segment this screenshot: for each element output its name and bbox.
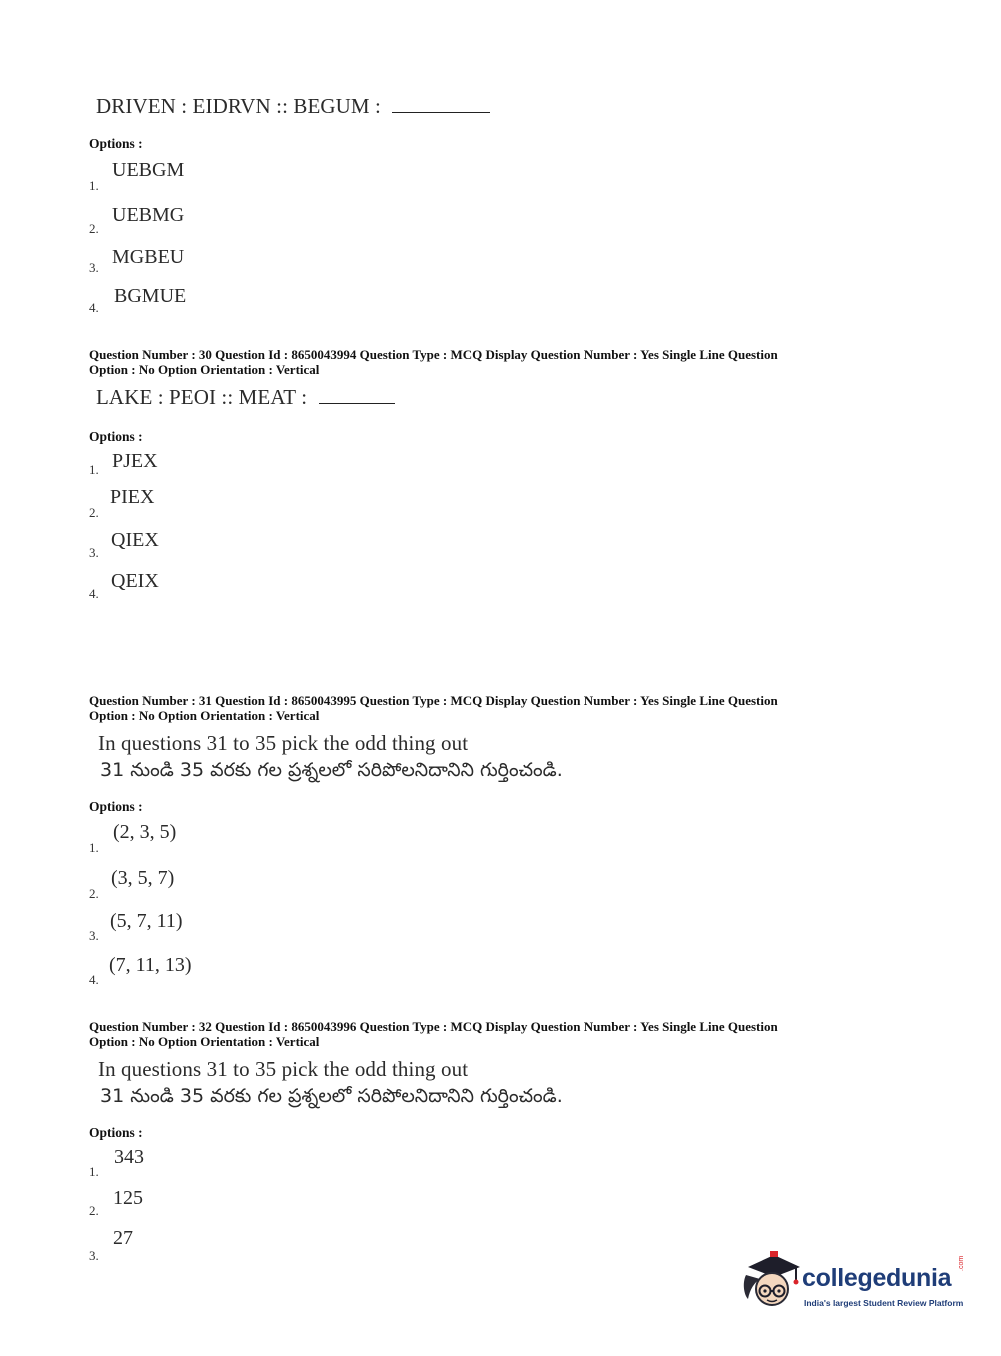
q31-option-1-text[interactable]: (2, 3, 5) — [113, 821, 177, 843]
q29-option-4-text[interactable]: BGMUE — [114, 285, 187, 307]
q30-stem — [96, 385, 395, 410]
q30-meta — [89, 348, 778, 377]
q32-stem-telugu: 31 నుండి 35 వరకు గల ప్రశ్నలలో సరిపోలనిదానిని గుర్తించండి. — [100, 1085, 563, 1107]
q29-stem — [96, 94, 490, 119]
q29-stem-text: DRIVEN : EIDRVN :: BEGUM : — [96, 94, 381, 118]
brand-name: collegedunia — [802, 1264, 952, 1292]
q31-option-4-text[interactable]: (7, 11, 13) — [109, 954, 192, 976]
q31-option-3-text[interactable]: (5, 7, 11) — [110, 910, 183, 932]
q31-stem-telugu: 31 నుండి 35 వరకు గల ప్రశ్నలలో సరిపోలనిదానిని గుర్తించండి. — [100, 759, 563, 781]
q30-option-2-number: 2. — [89, 505, 99, 520]
q32-meta-line-1: Question Number : 32 Question Id : 8650043996 Question Type : MCQ Display Question Number : Yes Single Line Question — [89, 1019, 778, 1034]
q31-option-4-number: 4. — [89, 972, 99, 987]
q29-option-3-number: 3. — [89, 260, 99, 275]
q31-stem-english: In questions 31 to 35 pick the odd thing out — [98, 731, 469, 755]
q30-option-1-number: 1. — [89, 462, 99, 477]
q32-option-2-number: 2. — [89, 1203, 99, 1218]
q31-options-label: Options : — [89, 799, 143, 814]
q29-option-1-text[interactable]: UEBGM — [112, 159, 185, 181]
q30-meta-line-1: Question Number : 30 Question Id : 8650043994 Question Type : MCQ Display Question Number : Yes Single Line Question — [89, 347, 778, 362]
q30-stem-text: LAKE : PEOI :: MEAT : — [96, 385, 308, 409]
q30-option-3-text[interactable]: QIEX — [111, 529, 159, 551]
q32-option-1-number: 1. — [89, 1164, 99, 1179]
student-mascot-icon — [740, 1249, 802, 1311]
q30-option-4-number: 4. — [89, 586, 99, 601]
q32-option-2-text[interactable]: 125 — [113, 1187, 143, 1209]
q29-option-1-number: 1. — [89, 178, 99, 193]
q31-option-2-text[interactable]: (3, 5, 7) — [111, 867, 175, 889]
q29-option-2-text[interactable]: UEBMG — [112, 204, 185, 226]
q32-option-3-number: 3. — [89, 1248, 99, 1263]
q31-option-3-number: 3. — [89, 928, 99, 943]
q31-option-1-number: 1. — [89, 840, 99, 855]
q31-meta-line-1: Question Number : 31 Question Id : 8650043995 Question Type : MCQ Display Question Number : Yes Single Line Question — [89, 693, 778, 708]
q32-option-3-text[interactable]: 27 — [113, 1227, 133, 1249]
q30-option-2-text[interactable]: PIEX — [110, 486, 155, 508]
q29-options-label: Options : — [89, 136, 143, 151]
q32-option-1-text[interactable]: 343 — [114, 1146, 144, 1168]
q32-meta — [89, 1020, 778, 1049]
q30-answer-blank — [319, 389, 395, 404]
q30-meta-line-2: Option : No Option Orientation : Vertical — [89, 361, 320, 377]
q31-meta-line-2: Option : No Option Orientation : Vertical — [89, 707, 320, 723]
brand-tagline: India's largest Student Review Platform — [804, 1298, 964, 1308]
q29-answer-blank — [392, 98, 490, 113]
collegedunia-logo[interactable] — [740, 1249, 970, 1313]
q30-option-4-text[interactable]: QEIX — [111, 570, 159, 592]
q30-options-label: Options : — [89, 429, 143, 444]
brand-suffix: .com — [958, 1255, 965, 1271]
q30-option-3-number: 3. — [89, 545, 99, 560]
q29-option-4-number: 4. — [89, 300, 99, 315]
q30-option-1-text[interactable]: PJEX — [112, 450, 158, 472]
q32-options-label: Options : — [89, 1125, 143, 1140]
q29-option-2-number: 2. — [89, 221, 99, 236]
q29-option-3-text[interactable]: MGBEU — [112, 246, 185, 268]
q31-meta — [89, 694, 778, 723]
q32-meta-line-2: Option : No Option Orientation : Vertical — [89, 1033, 320, 1049]
q31-option-2-number: 2. — [89, 886, 99, 901]
q32-stem-english: In questions 31 to 35 pick the odd thing out — [98, 1057, 469, 1081]
